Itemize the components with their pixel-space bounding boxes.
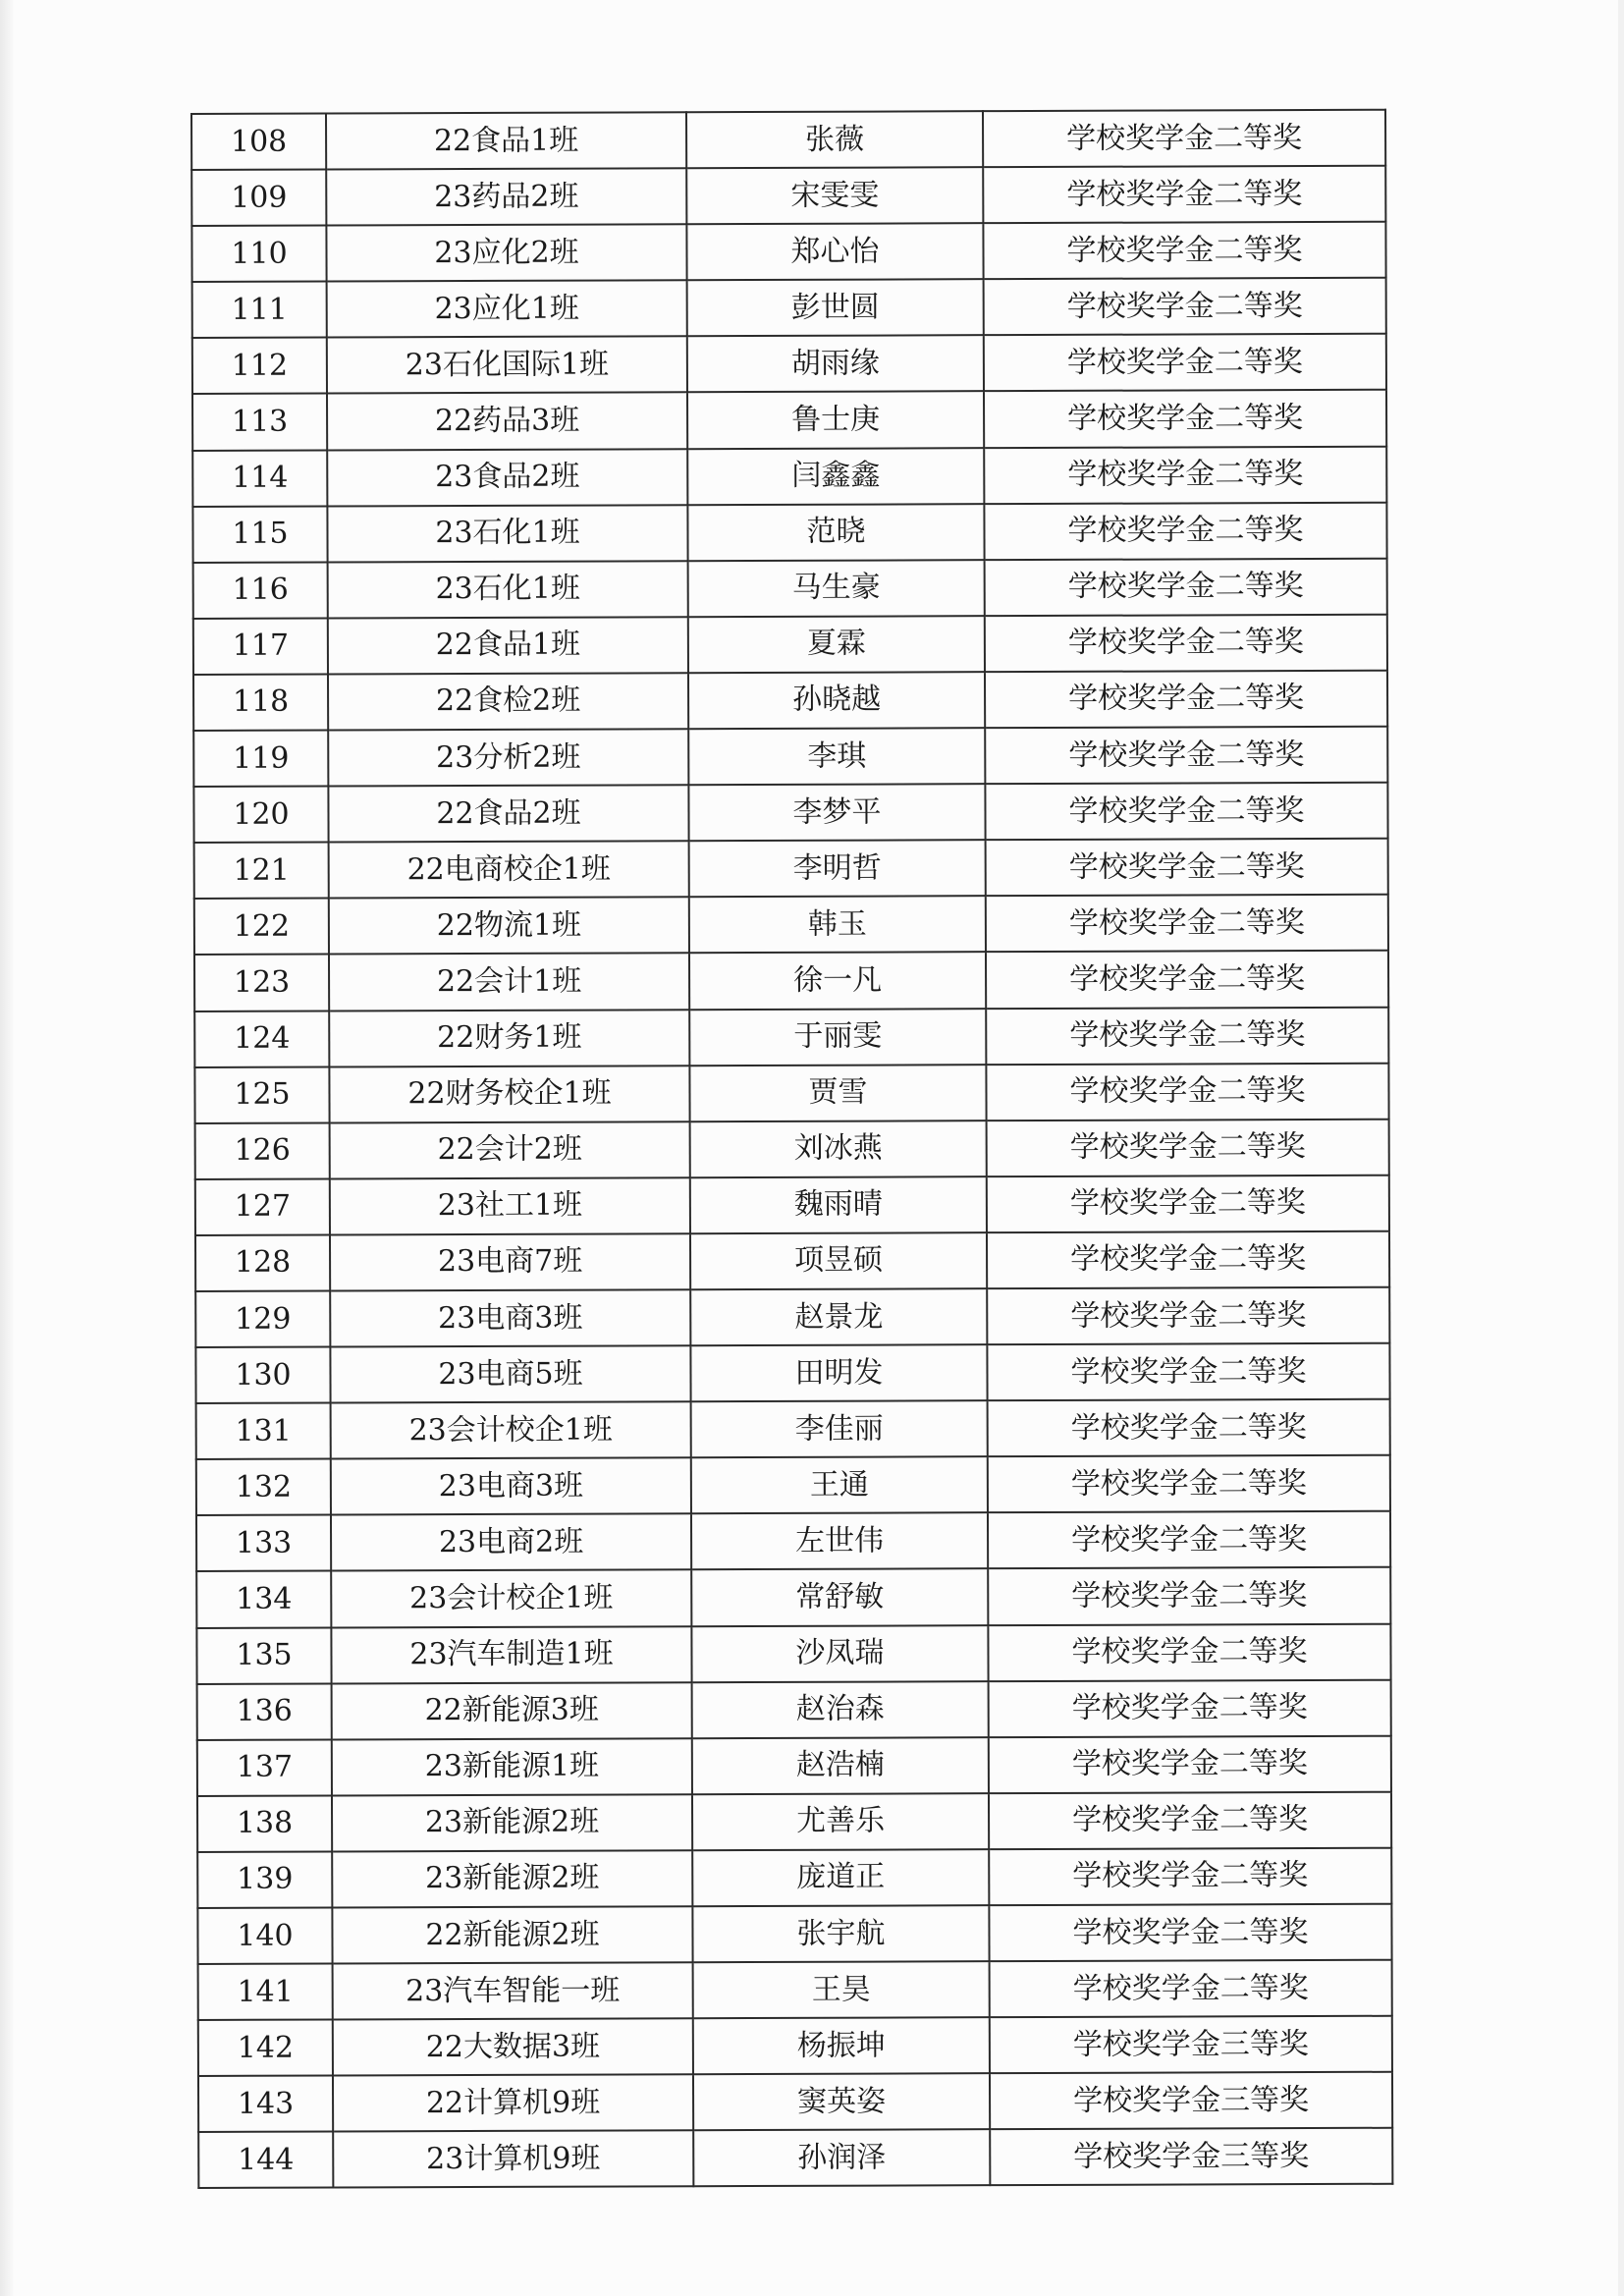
row-award: 学校奖学金二等奖	[987, 1175, 1389, 1233]
row-class: 22食品1班	[328, 617, 688, 674]
row-class: 22会计2班	[330, 1121, 690, 1178]
row-class: 22物流1班	[329, 898, 689, 955]
row-class: 23食品2班	[327, 449, 687, 506]
row-student-name: 范晓	[687, 504, 984, 561]
row-student-name: 王通	[691, 1456, 988, 1513]
table-row	[197, 1848, 1391, 1908]
row-student-name: 胡雨缘	[687, 336, 984, 393]
row-class: 23新能源1班	[332, 1738, 692, 1795]
row-student-name: 李佳丽	[691, 1400, 988, 1457]
row-award: 学校奖学金二等奖	[985, 783, 1387, 841]
row-student-name: 孙晓越	[688, 672, 985, 729]
row-number: 114	[192, 450, 327, 507]
row-number: 119	[193, 731, 328, 788]
row-number: 136	[197, 1683, 332, 1740]
row-award: 学校奖学金二等奖	[984, 446, 1386, 504]
row-class: 22电商校企1班	[329, 841, 689, 898]
row-number: 134	[196, 1571, 331, 1628]
row-award: 学校奖学金二等奖	[987, 1287, 1389, 1345]
row-number: 139	[197, 1851, 332, 1908]
row-class: 23计算机9班	[333, 2131, 693, 2188]
row-class: 22财务校企1班	[329, 1066, 689, 1122]
row-class: 23分析2班	[328, 729, 688, 786]
row-number: 125	[194, 1066, 329, 1123]
scan-left-edge	[0, 0, 14, 2296]
row-number: 124	[194, 1011, 329, 1067]
row-award: 学校奖学金二等奖	[990, 1960, 1392, 2018]
row-student-name: 张薇	[686, 111, 983, 168]
row-number: 122	[194, 899, 329, 956]
row-class: 23电商3班	[331, 1457, 691, 1514]
table-row	[193, 783, 1387, 843]
table-row	[197, 1904, 1391, 1964]
row-class: 23电商7班	[330, 1233, 690, 1290]
row-class: 23药品2班	[326, 168, 686, 225]
row-number: 115	[192, 506, 327, 563]
table-row	[193, 615, 1387, 675]
row-number: 113	[192, 394, 327, 451]
row-award: 学校奖学金二等奖	[985, 558, 1387, 616]
row-number: 132	[196, 1459, 331, 1516]
row-award: 学校奖学金二等奖	[984, 502, 1386, 560]
row-class: 23石化1班	[327, 505, 687, 562]
row-student-name: 李明哲	[689, 840, 986, 897]
table-row	[196, 1511, 1390, 1571]
row-class: 23新能源2班	[332, 1850, 692, 1907]
table-row	[192, 334, 1386, 394]
row-number: 129	[195, 1290, 330, 1347]
row-number: 127	[195, 1178, 330, 1235]
table-row	[195, 1343, 1389, 1403]
row-number: 116	[193, 562, 328, 619]
row-number: 133	[196, 1515, 331, 1572]
row-class: 22大数据3班	[333, 2018, 693, 2075]
row-number: 143	[198, 2076, 333, 2133]
row-award: 学校奖学金二等奖	[988, 1399, 1390, 1457]
row-student-name: 沙凤瑞	[691, 1625, 988, 1682]
row-award: 学校奖学金二等奖	[988, 1567, 1390, 1625]
table-row	[197, 1735, 1391, 1795]
row-student-name: 尤善乐	[692, 1793, 989, 1850]
row-award: 学校奖学金二等奖	[983, 222, 1385, 280]
row-award: 学校奖学金二等奖	[985, 727, 1387, 785]
row-number: 110	[191, 226, 326, 283]
row-student-name: 张宇航	[692, 1905, 989, 1962]
row-award: 学校奖学金二等奖	[988, 1511, 1390, 1569]
row-award: 学校奖学金二等奖	[984, 278, 1386, 336]
row-class: 23电商3班	[330, 1289, 690, 1346]
row-student-name: 贾雪	[689, 1065, 986, 1121]
row-number: 109	[191, 170, 326, 227]
row-student-name: 赵治森	[692, 1681, 989, 1738]
table-row	[197, 1792, 1391, 1852]
row-student-name: 马生豪	[688, 560, 985, 617]
row-class: 22药品3班	[327, 393, 687, 450]
table-row	[191, 166, 1385, 226]
table-row	[195, 1175, 1389, 1235]
table-row	[197, 1679, 1391, 1739]
row-class: 23石化国际1班	[327, 337, 687, 394]
row-class: 23新能源2班	[332, 1794, 692, 1851]
row-award: 学校奖学金二等奖	[987, 1119, 1389, 1176]
row-student-name: 常舒敏	[691, 1569, 988, 1626]
table-row	[192, 446, 1386, 506]
table-row	[191, 110, 1385, 170]
row-student-name: 窦英姿	[693, 2073, 990, 2130]
row-student-name: 庞道正	[692, 1849, 989, 1906]
row-award: 学校奖学金二等奖	[983, 166, 1385, 224]
row-class: 23社工1班	[330, 1177, 690, 1234]
row-award: 学校奖学金二等奖	[984, 334, 1386, 392]
row-number: 118	[193, 674, 328, 731]
row-award: 学校奖学金三等奖	[990, 2128, 1392, 2186]
table-row	[194, 1063, 1388, 1122]
row-award: 学校奖学金三等奖	[990, 2016, 1392, 2074]
row-number: 121	[194, 843, 329, 900]
table-row	[198, 1960, 1392, 2020]
row-class: 22新能源2班	[332, 1906, 692, 1963]
row-class: 22会计1班	[329, 954, 689, 1011]
row-class: 22食检2班	[328, 673, 688, 730]
row-number: 144	[198, 2132, 333, 2189]
row-class: 22计算机9班	[333, 2075, 693, 2132]
roster-body	[191, 110, 1392, 2189]
table-row	[192, 278, 1386, 338]
row-student-name: 魏雨晴	[690, 1176, 987, 1233]
table-row	[195, 1119, 1389, 1178]
row-student-name: 王昊	[693, 1961, 990, 2018]
row-class: 23石化1班	[328, 561, 688, 618]
table-row	[192, 502, 1386, 562]
row-award: 学校奖学金二等奖	[988, 1455, 1390, 1513]
row-student-name: 杨振坤	[693, 2017, 990, 2074]
row-award: 学校奖学金二等奖	[983, 110, 1385, 168]
table-row	[198, 2016, 1392, 2076]
row-student-name: 鲁士庚	[687, 392, 984, 449]
table-row	[196, 1455, 1390, 1515]
row-student-name: 赵浩楠	[692, 1737, 989, 1794]
row-student-name: 刘冰燕	[690, 1121, 987, 1177]
row-award: 学校奖学金二等奖	[985, 615, 1387, 673]
row-number: 111	[192, 282, 327, 339]
row-number: 117	[193, 618, 328, 675]
row-student-name: 夏霖	[688, 616, 985, 673]
row-student-name: 赵景龙	[690, 1288, 987, 1345]
row-number: 140	[197, 1908, 332, 1965]
scan-right-edge	[1618, 0, 1624, 2296]
table-row	[193, 727, 1387, 787]
row-class: 22食品1班	[326, 112, 686, 169]
row-class: 23汽车制造1班	[331, 1626, 691, 1683]
row-class: 23应化1班	[327, 281, 687, 338]
row-award: 学校奖学金二等奖	[987, 1231, 1389, 1289]
row-student-name: 闫鑫鑫	[687, 448, 984, 505]
row-award: 学校奖学金二等奖	[989, 1792, 1391, 1850]
row-student-name: 韩玉	[689, 896, 986, 953]
row-number: 112	[192, 338, 327, 395]
row-number: 123	[194, 955, 329, 1011]
row-award: 学校奖学金二等奖	[987, 1343, 1389, 1401]
table-row	[192, 390, 1386, 450]
table-row	[191, 222, 1385, 282]
table-row	[195, 1231, 1389, 1291]
row-student-name: 郑心怡	[686, 223, 983, 280]
row-student-name: 田明发	[690, 1344, 987, 1401]
table-row	[196, 1623, 1390, 1683]
table-row	[194, 895, 1388, 955]
row-number: 108	[191, 114, 326, 171]
row-award: 学校奖学金二等奖	[986, 895, 1388, 953]
row-award: 学校奖学金二等奖	[986, 951, 1388, 1009]
row-student-name: 李琪	[688, 728, 985, 785]
table-row	[193, 558, 1387, 618]
row-award: 学校奖学金三等奖	[990, 2072, 1392, 2130]
row-award: 学校奖学金二等奖	[989, 1848, 1391, 1906]
row-student-name: 项昱硕	[690, 1232, 987, 1289]
table-row	[193, 671, 1387, 731]
row-award: 学校奖学金二等奖	[986, 1063, 1388, 1121]
row-number: 130	[195, 1347, 330, 1404]
row-award: 学校奖学金二等奖	[986, 839, 1388, 897]
row-number: 126	[195, 1122, 330, 1179]
row-award: 学校奖学金二等奖	[986, 1007, 1388, 1065]
row-number: 142	[198, 2020, 333, 2077]
row-class: 22财务1班	[329, 1010, 689, 1066]
row-number: 135	[196, 1627, 331, 1684]
row-class: 23应化2班	[326, 224, 686, 281]
scholarship-roster-table	[190, 109, 1393, 2190]
row-number: 138	[197, 1795, 332, 1852]
row-student-name: 徐一凡	[689, 953, 986, 1010]
row-number: 128	[195, 1234, 330, 1291]
row-award: 学校奖学金二等奖	[988, 1623, 1390, 1681]
row-award: 学校奖学金二等奖	[989, 1735, 1391, 1793]
row-award: 学校奖学金二等奖	[989, 1679, 1391, 1737]
row-award: 学校奖学金二等奖	[989, 1904, 1391, 1962]
table-row	[194, 839, 1388, 899]
row-student-name: 孙润泽	[693, 2130, 990, 2187]
row-number: 137	[197, 1739, 332, 1796]
row-student-name: 于丽雯	[689, 1009, 986, 1066]
row-number: 131	[196, 1403, 331, 1460]
row-number: 141	[198, 1964, 333, 2021]
row-class: 23会计校企1班	[331, 1401, 691, 1458]
table-row	[196, 1399, 1390, 1459]
row-class: 23电商2班	[331, 1514, 691, 1571]
table-row	[198, 2072, 1392, 2132]
row-student-name: 李梦平	[688, 784, 985, 841]
row-number: 120	[193, 787, 328, 844]
row-class: 22食品2班	[328, 785, 688, 842]
table-row	[195, 1287, 1389, 1347]
row-award: 学校奖学金二等奖	[985, 671, 1387, 729]
row-student-name: 左世伟	[691, 1513, 988, 1570]
row-student-name: 彭世圆	[687, 279, 984, 336]
table-row	[196, 1567, 1390, 1627]
row-class: 23会计校企1班	[331, 1570, 691, 1627]
table-row	[194, 951, 1388, 1011]
row-award: 学校奖学金二等奖	[984, 390, 1386, 448]
row-class: 23汽车智能一班	[333, 1962, 693, 2019]
row-student-name: 宋雯雯	[686, 167, 983, 224]
table-row	[194, 1007, 1388, 1066]
row-class: 22新能源3班	[332, 1682, 692, 1739]
row-class: 23电商5班	[330, 1345, 690, 1402]
table-row	[198, 2128, 1392, 2188]
